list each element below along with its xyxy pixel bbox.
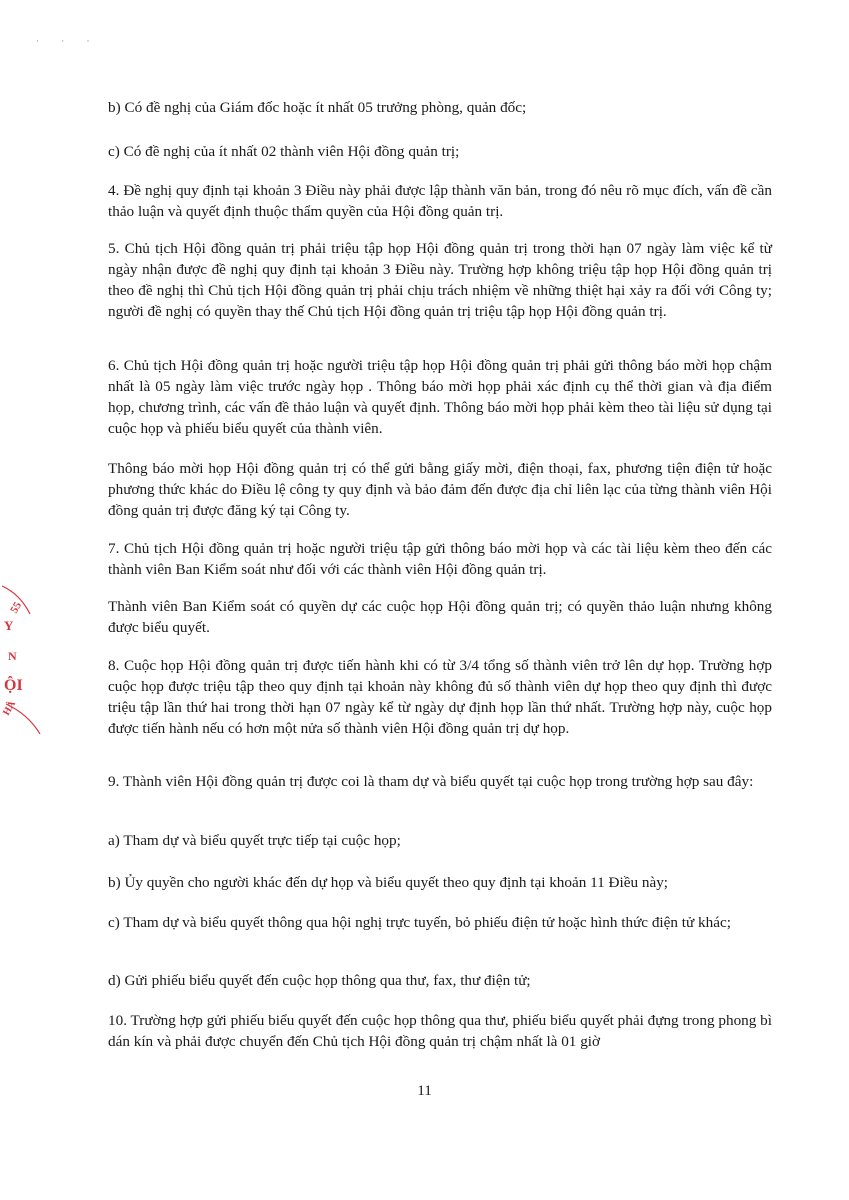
paragraph-6: 6. Chủ tịch Hội đồng quản trị hoặc người triệu tập họp Hội đồng quản trị phải gửi thông báo mời họp chậm nhất là 05 ngày làm việc trước ngày họp . Thông báo mời họp phải xác định cụ thể thời gian và địa điểm họp, chương trình, các vấn đề thảo luận và quyết định. Thông báo mời họp phải kèm theo tài liệu sử dụng tại cuộc họp và phiếu biểu quyết của thành viên. <box>108 357 772 437</box>
paragraph-supervisory-board: Thành viên Ban Kiểm soát có quyền dự các cuộc họp Hội đồng quản trị; có quyền thảo luận nhưng không được biểu quyết. <box>108 598 772 636</box>
page-number: 11 <box>417 1082 432 1099</box>
paragraph-9: 9. Thành viên Hội đồng quản trị được coi là tham dự và biểu quyết tại cuộc họp trong trường hợp sau đây: <box>108 773 754 790</box>
svg-text:Y: Y <box>4 618 14 633</box>
paragraph-invitation-methods: Thông báo mời họp Hội đồng quản trị có thể gửi bằng giấy mời, điện thoại, fax, phương tiện điện tử hoặc phương thức khác do Điều lệ công ty quy định và bảo đảm đến được địa chỉ liên lạc của từng thành viên Hội đồng quản trị được đăng ký tại Công ty. <box>108 460 772 519</box>
paragraph-8: 8. Cuộc họp Hội đồng quản trị được tiến hành khi có từ 3/4 tổng số thành viên trở lên dự họp. Trường hợp cuộc họp được triệu tập theo quy định tại khoản này không đủ số thành viên dự họp theo quy định thì được triệu tập lần thứ hai trong thời hạn 07 ngày kể từ ngày dự định họp lần thứ nhất. Trường hợp này, cuộc họp được tiến hành nếu có hơn một nửa số thành viên Hội đồng quản trị dự họp. <box>108 657 772 737</box>
paragraph-10: 10. Trường hợp gửi phiếu biểu quyết đến cuộc họp thông qua thư, phiếu biểu quyết phải đựng trong phong bì dán kín và phải được chuyển đến Chủ tịch Hội đồng quản trị chậm nhất là 01 giờ <box>108 1012 772 1050</box>
paragraph-7: 7. Chủ tịch Hội đồng quản trị hoặc người triệu tập gửi thông báo mời họp và các tài liệu kèm theo đến các thành viên Ban Kiểm soát như đối với các thành viên Hội đồng quản trị. <box>108 540 772 578</box>
svg-text:55: 55 <box>8 599 25 616</box>
paragraph-4: 4. Đề nghị quy định tại khoản 3 Điều này phải được lập thành văn bản, trong đó nêu rõ mục đích, vấn đề cần thảo luận và quyết định thuộc thẩm quyền của Hội đồng quản trị. <box>108 182 772 220</box>
paragraph-9c: c) Tham dự và biểu quyết thông qua hội nghị trực tuyến, bỏ phiếu điện tử hoặc hình thức điện tử khác; <box>108 914 731 931</box>
paragraph-5: 5. Chủ tịch Hội đồng quản trị phải triệu tập họp Hội đồng quản trị trong thời hạn 07 ngày làm việc kể từ ngày nhận được đề nghị quy định tại khoản 3 Điều này. Trường hợp không triệu tập họp Hội đồng quản trị theo đề nghị thì Chủ tịch Hội đồng quản trị phải chịu trách nhiệm về những thiệt hại xảy ra đối với Công ty; người đề nghị có quyền thay thế Chủ tịch Hội đồng quản trị triệu tập họp Hội đồng quản trị. <box>108 240 772 320</box>
paragraph-9a: a) Tham dự và biểu quyết trực tiếp tại cuộc họp; <box>108 832 401 849</box>
svg-text:N: N <box>8 649 17 663</box>
svg-text:ỘI: ỘI <box>4 677 23 694</box>
paragraph-b-proposal: b) Có đề nghị của Giám đốc hoặc ít nhất 05 trưởng phòng, quản đốc; <box>108 99 527 116</box>
red-seal-stamp-fragment <box>0 584 44 744</box>
paragraph-c-proposal: c) Có đề nghị của ít nhất 02 thành viên Hội đồng quản trị; <box>108 143 460 160</box>
svg-text:HÀ: HÀ <box>1 699 19 718</box>
scan-specks: · · · <box>36 36 100 46</box>
paragraph-9d: d) Gửi phiếu biểu quyết đến cuộc họp thông qua thư, fax, thư điện tử; <box>108 972 531 989</box>
paragraph-9b: b) Ủy quyền cho người khác đến dự họp và biểu quyết theo quy định tại khoản 11 Điều này; <box>108 874 669 891</box>
